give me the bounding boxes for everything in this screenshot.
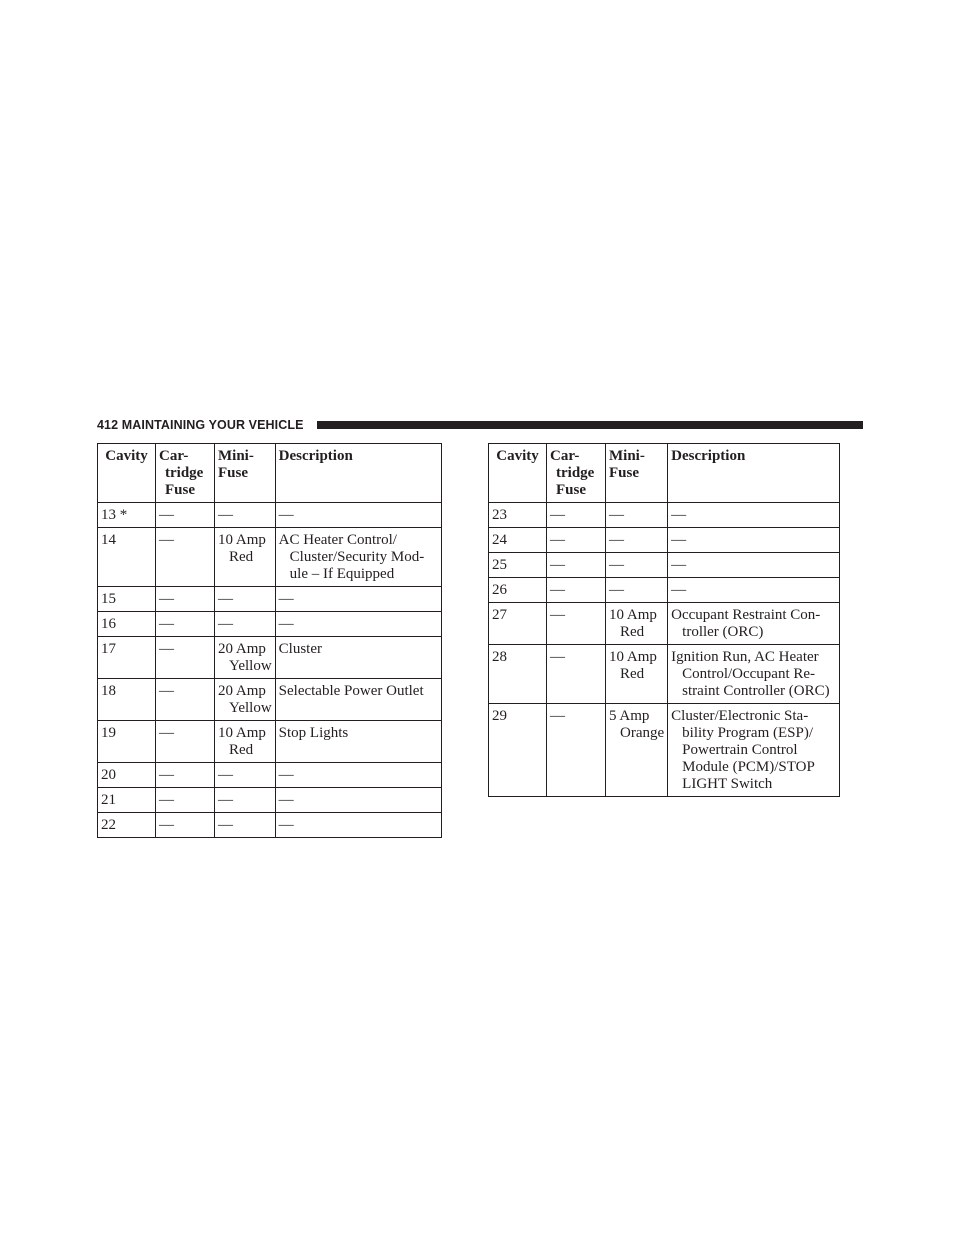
cell-cartridge-fuse [156, 721, 215, 763]
cavity-number: 17 [101, 641, 116, 657]
cell-cartridge-fuse [156, 503, 215, 528]
cell-mini-fuse [215, 528, 276, 587]
cartridge-fuse-value: — [159, 532, 174, 548]
cell-cavity [489, 578, 547, 603]
cavity-number: 27 [492, 607, 507, 623]
cell-cavity [98, 503, 156, 528]
cell-description [275, 813, 441, 838]
mini-fuse-line: 10 Amp [218, 532, 266, 548]
table-body [98, 503, 442, 838]
description-line: Cluster/Electronic Sta- [671, 708, 809, 724]
cell-description [275, 763, 441, 788]
cell-cavity [489, 528, 547, 553]
table-row [489, 603, 840, 645]
mini-fuse-line: — [218, 591, 233, 607]
description-line: Cluster/Security Mod- [289, 549, 425, 565]
table-row [98, 679, 442, 721]
cell-cartridge-fuse [156, 813, 215, 838]
mini-fuse-line: 5 Amp [609, 708, 650, 724]
cell-cartridge-fuse [156, 637, 215, 679]
description-line: Occupant Restraint Con- [671, 607, 821, 623]
cell-description [668, 645, 840, 704]
cavity-number: 28 [492, 649, 507, 665]
table-row [489, 578, 840, 603]
cavity-number: 24 [492, 532, 507, 548]
cell-description [668, 503, 840, 528]
header-cavity: Cavity [489, 444, 547, 503]
mini-fuse-line: Yellow [229, 700, 272, 716]
cell-cartridge-fuse [156, 612, 215, 637]
mini-fuse-line: — [218, 767, 233, 783]
cell-cavity [98, 612, 156, 637]
mini-fuse-line: — [609, 557, 624, 573]
mini-fuse-line: Red [620, 666, 645, 682]
cell-mini-fuse [215, 813, 276, 838]
fuse-table-right [488, 443, 840, 797]
page-number-section-title: 412 MAINTAINING YOUR VEHICLE [97, 418, 304, 432]
cell-description [275, 721, 441, 763]
mini-fuse-line: 10 Amp [218, 725, 266, 741]
description-line: — [278, 507, 294, 523]
cell-description [275, 587, 441, 612]
mini-fuse-line: — [218, 817, 233, 833]
cavity-number: 13 * [101, 507, 128, 523]
cartridge-fuse-value: — [550, 649, 565, 665]
cavity-number: 16 [101, 616, 116, 632]
cavity-number: 14 [101, 532, 116, 548]
cell-description [668, 704, 840, 797]
description-line: Cluster [278, 641, 322, 657]
mini-fuse-line: 20 Amp [218, 683, 266, 699]
cartridge-fuse-value: — [159, 616, 174, 632]
description-line: troller (ORC) [682, 624, 764, 640]
cell-mini-fuse [215, 612, 276, 637]
cell-cartridge-fuse [156, 528, 215, 587]
cell-cavity [489, 645, 547, 704]
cell-cartridge-fuse [547, 603, 606, 645]
table-row [98, 528, 442, 587]
table-row [489, 528, 840, 553]
description-line: — [278, 792, 294, 808]
cell-description [668, 603, 840, 645]
cavity-number: 15 [101, 591, 116, 607]
table-row [489, 503, 840, 528]
mini-fuse-line: 10 Amp [609, 649, 657, 665]
cavity-number: 26 [492, 582, 507, 598]
cell-description [275, 637, 441, 679]
cell-mini-fuse [215, 788, 276, 813]
cell-description [275, 503, 441, 528]
cartridge-fuse-value: — [550, 532, 565, 548]
mini-fuse-line: — [609, 532, 624, 548]
mini-fuse-line: Orange [620, 725, 665, 741]
mini-fuse-line: — [218, 792, 233, 808]
mini-fuse-line: — [609, 507, 624, 523]
cell-cavity [489, 553, 547, 578]
cell-cartridge-fuse [156, 788, 215, 813]
description-line: straint Controller (ORC) [682, 683, 830, 699]
table-row [98, 637, 442, 679]
cell-description [668, 553, 840, 578]
description-line: bility Program (ESP)/ [682, 725, 813, 741]
cell-description [668, 528, 840, 553]
cell-description [668, 578, 840, 603]
cell-cavity [98, 587, 156, 612]
cell-cavity [98, 813, 156, 838]
description-line: — [671, 532, 687, 548]
cell-cavity [489, 603, 547, 645]
cell-mini-fuse [215, 679, 276, 721]
cartridge-fuse-value: — [550, 607, 565, 623]
cartridge-fuse-value: — [550, 557, 565, 573]
header-cartridge-fuse: Car- tridge Fuse [156, 444, 215, 503]
cavity-number: 22 [101, 817, 116, 833]
cartridge-fuse-value: — [159, 792, 174, 808]
table-row [98, 612, 442, 637]
cartridge-fuse-value: — [550, 582, 565, 598]
table-row [98, 721, 442, 763]
cavity-number: 20 [101, 767, 116, 783]
cell-cavity [98, 763, 156, 788]
table-row [489, 704, 840, 797]
table-header-row [489, 444, 840, 503]
cavity-number: 29 [492, 708, 507, 724]
mini-fuse-line: 10 Amp [609, 607, 657, 623]
cell-description [275, 679, 441, 721]
description-line: Stop Lights [278, 725, 349, 741]
description-line: LIGHT Switch [682, 776, 773, 792]
cell-cartridge-fuse [547, 503, 606, 528]
table-row [98, 788, 442, 813]
table-row [489, 645, 840, 704]
description-line: — [278, 591, 294, 607]
cell-cavity [98, 679, 156, 721]
cell-cartridge-fuse [547, 553, 606, 578]
cell-mini-fuse [215, 637, 276, 679]
description-line: — [278, 616, 294, 632]
cell-cavity [489, 704, 547, 797]
cell-cartridge-fuse [547, 578, 606, 603]
description-line: — [671, 507, 687, 523]
mini-fuse-line: — [218, 616, 233, 632]
description-line: Ignition Run, AC Heater [671, 649, 819, 665]
mini-fuse-line: 20 Amp [218, 641, 266, 657]
cell-mini-fuse [215, 503, 276, 528]
cell-mini-fuse [606, 645, 668, 704]
description-line: ule – If Equipped [289, 566, 395, 582]
description-line: — [278, 817, 294, 833]
description-line: Powertrain Control [682, 742, 798, 758]
table-body [489, 503, 840, 797]
page-header [97, 417, 863, 435]
mini-fuse-line: — [218, 507, 233, 523]
table-row [98, 503, 442, 528]
cell-cavity [98, 528, 156, 587]
cavity-number: 23 [492, 507, 507, 523]
cell-mini-fuse [606, 528, 668, 553]
description-line: Control/Occupant Re- [682, 666, 816, 682]
mini-fuse-line: — [609, 582, 624, 598]
cavity-number: 19 [101, 725, 116, 741]
cell-cavity [98, 637, 156, 679]
fuse-table-left [97, 443, 442, 838]
header-description: Description [275, 444, 441, 503]
cell-cavity [489, 503, 547, 528]
description-line: — [278, 767, 294, 783]
description-line: — [671, 582, 687, 598]
cell-cartridge-fuse [156, 763, 215, 788]
mini-fuse-line: Red [229, 549, 254, 565]
header-description: Description [668, 444, 840, 503]
cell-cartridge-fuse [547, 528, 606, 553]
cartridge-fuse-value: — [550, 708, 565, 724]
header-rule [317, 421, 863, 429]
cartridge-fuse-value: — [159, 725, 174, 741]
description-line: AC Heater Control/ [278, 532, 397, 548]
cell-cartridge-fuse [547, 645, 606, 704]
cartridge-fuse-value: — [159, 507, 174, 523]
cell-mini-fuse [606, 503, 668, 528]
header-cartridge-fuse: Car- tridge Fuse [547, 444, 606, 503]
cell-description [275, 612, 441, 637]
cell-cavity [98, 788, 156, 813]
cell-cartridge-fuse [156, 679, 215, 721]
header-mini-fuse: Mini- Fuse [215, 444, 276, 503]
cartridge-fuse-value: — [159, 641, 174, 657]
cell-mini-fuse [606, 553, 668, 578]
cell-mini-fuse [606, 578, 668, 603]
header-mini-fuse: Mini- Fuse [606, 444, 668, 503]
table-row [98, 813, 442, 838]
cell-cartridge-fuse [156, 587, 215, 612]
cartridge-fuse-value: — [159, 591, 174, 607]
cavity-number: 21 [101, 792, 116, 808]
cell-mini-fuse [215, 587, 276, 612]
cartridge-fuse-value: — [159, 767, 174, 783]
mini-fuse-line: Red [229, 742, 254, 758]
table-row [489, 553, 840, 578]
description-line: Module (PCM)/STOP [682, 759, 815, 775]
cartridge-fuse-value: — [159, 683, 174, 699]
cell-mini-fuse [215, 721, 276, 763]
mini-fuse-line: Red [620, 624, 645, 640]
cell-mini-fuse [606, 704, 668, 797]
table-row [98, 587, 442, 612]
cavity-number: 18 [101, 683, 116, 699]
description-line: — [671, 557, 687, 573]
cell-description [275, 788, 441, 813]
cell-cavity [98, 721, 156, 763]
cartridge-fuse-value: — [159, 817, 174, 833]
description-line: Selectable Power Outlet [278, 683, 424, 699]
table-header-row [98, 444, 442, 503]
mini-fuse-line: Yellow [229, 658, 272, 674]
cartridge-fuse-value: — [550, 507, 565, 523]
header-cavity: Cavity [98, 444, 156, 503]
cell-mini-fuse [606, 603, 668, 645]
cell-mini-fuse [215, 763, 276, 788]
table-row [98, 763, 442, 788]
cell-description [275, 528, 441, 587]
cavity-number: 25 [492, 557, 507, 573]
cell-cartridge-fuse [547, 704, 606, 797]
